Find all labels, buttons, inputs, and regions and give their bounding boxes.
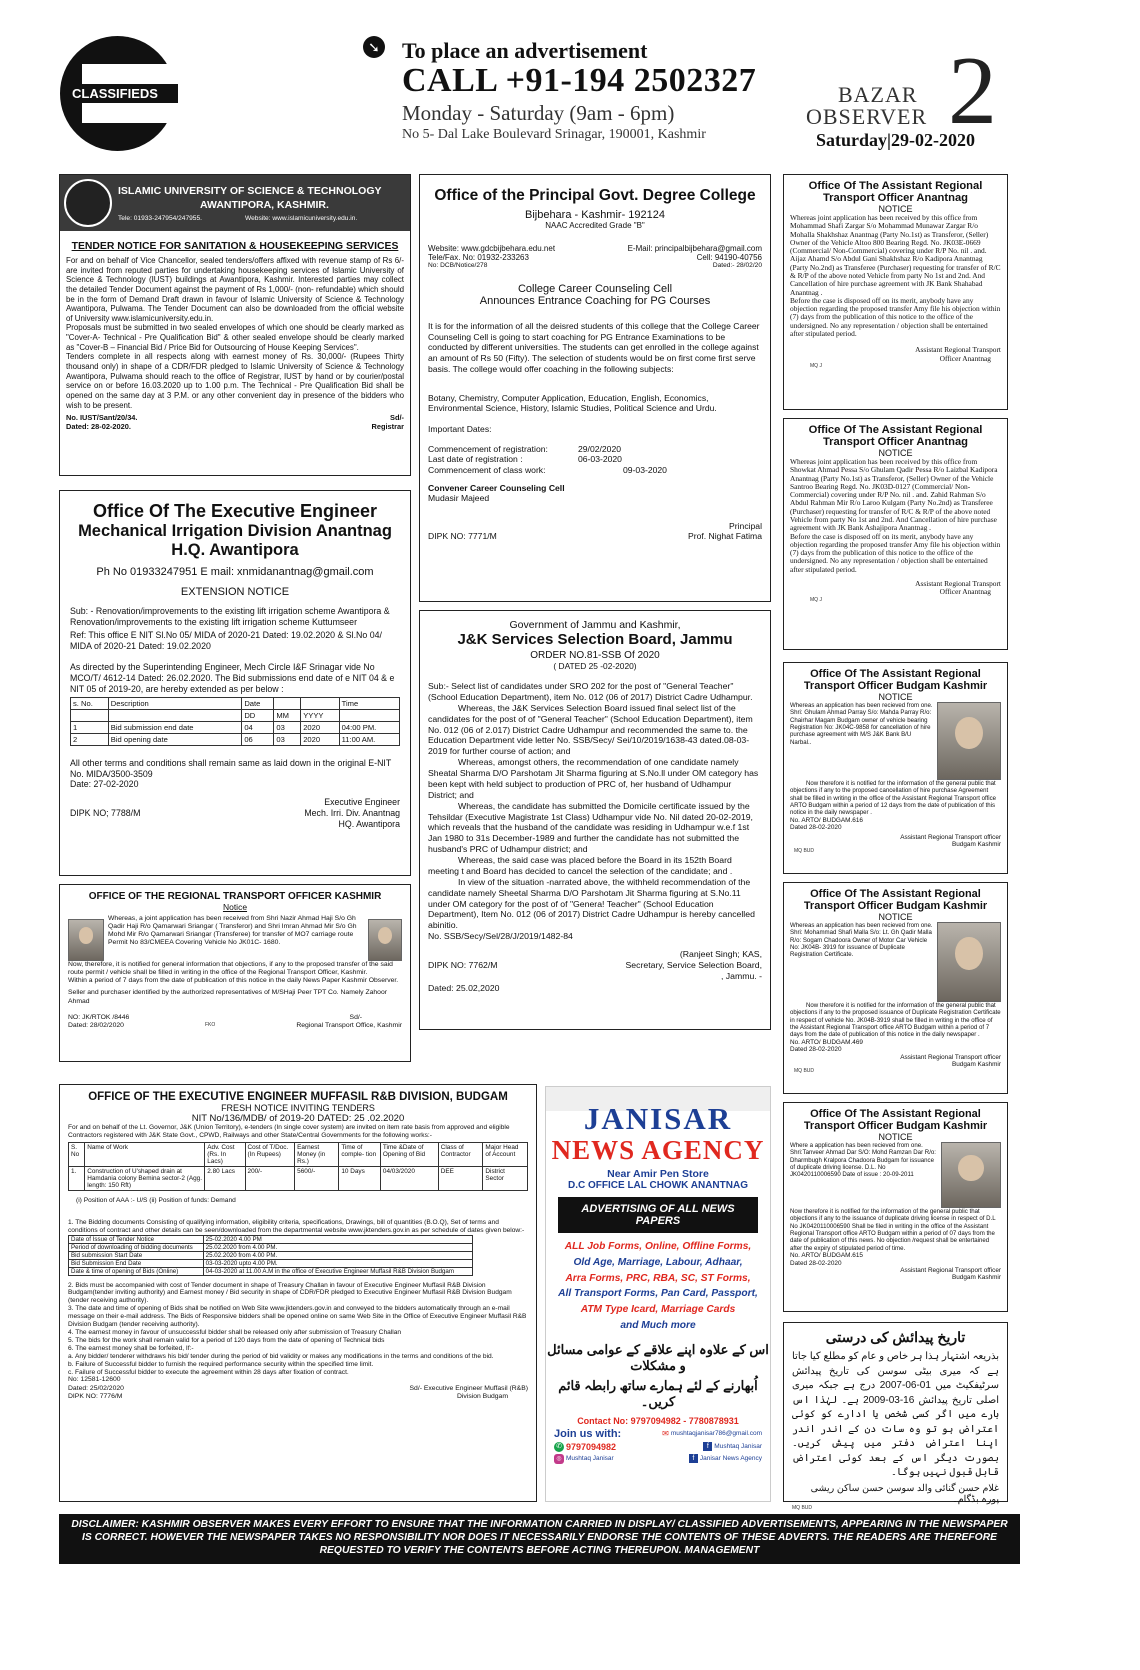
table-row: 2 Bid opening date 06 03 2020 11:00 AM. xyxy=(71,733,400,745)
muffasil-position: (i) Position of AAA :- U/S (ii) Position of funds: Demand xyxy=(76,1196,236,1204)
jkssb-p5: In view of the situation -narrated above, the withheld recommendation of the candidate namely Sheetal Sharma D/O Parshotam Jit Sharma figuring at S.No.11 under OM category for the post of of "Genera! Teacher" (School Education Department), Item No. 012 (06 of 2017) District Cadre Udhampur is hereby cancelled abinitio. xyxy=(428,876,755,931)
art2-sign-2: Officer Anantnag xyxy=(939,587,991,597)
buyer-photo xyxy=(368,919,402,961)
college-convener: Convener Career Counseling Cell xyxy=(428,483,565,494)
muffasil-nit: NIT No/136/MDB/ of 2019-20 DATED: 25 .02.2020 xyxy=(191,1113,405,1124)
arto-anantnag-notice-1 xyxy=(783,174,1008,410)
urdu-code: MQ BUD xyxy=(792,1504,812,1511)
iust-tele: Tele: 01933-247954/247955. xyxy=(118,215,202,222)
budgam1-no: No. ARTO/ BUDGAM.616 xyxy=(790,816,863,824)
iust-place: AWANTIPORA, KASHMIR. xyxy=(200,199,329,211)
iust-dated: Dated: 28-02-2020. xyxy=(66,422,131,432)
college-dates-title: Important Dates: xyxy=(428,424,492,435)
college-head-2: Announces Entrance Coaching for PG Courses xyxy=(479,295,711,307)
phone-number[interactable]: CALL +91-194 2502327 xyxy=(402,62,757,99)
rto-body: Whereas, a joint application has been received from Shri Nazir Ahmad Haji S/o Gh Qadir Haji R/o Qamarwari Sriangar ( Transferor) and Shri Imran Ahmad Mir S/o Gh Mohd Mir R/o Qamarwari Sriangar (Transferee) for transfer of MO7 carriage route Permit No 83/CMEEA Covering Vehicle No JK01C- 1680. xyxy=(108,915,357,947)
rto-body-3: Within a period of 7 days from the date of publication of this notice in the daily News Paper Kashmir Observer. xyxy=(68,977,399,985)
mech-ref: Ref: This office E NIT Sl.No 05/ MIDA of 2020-21 Dated: 19.02.2020 & Sl.No 04/ MIDA of 2020-21 Dated: 19.02.2020 xyxy=(70,629,382,651)
art2-notice: NOTICE xyxy=(878,448,913,458)
muffasil-pb: b. Failure of Successful bidder to furnish the required performance security within the specified time limit. xyxy=(68,1360,374,1368)
iust-name: ISLAMIC UNIVERSITY OF SCIENCE & TECHNOLOGY xyxy=(118,185,382,197)
email-icon: ✉ xyxy=(662,1429,669,1439)
muffasil-p1: 1. The Bidding documents Consisting of qualifying information, eligibility criteria, specifications, Drawings, bill of quantities (B.O.Q), Set of terms and conditions of contract and other details can be seen/downloaded from the departmental website www.jktenders.gov.in as per schedule of dates given below:- xyxy=(68,1218,525,1234)
budgam1-body-2: Now therefore it is notified for the information of the general public that objections if any to the proposed cancellation of hire purchase Agreement shall be filled in writing in the office of the Assistant Regional Transport office ARTO Budgam within a period of 12 days from the date of publication of this notice in the daily newspaper . xyxy=(790,780,997,817)
jkssb-sub: Sub:- Select list of candidates under SRO 202 for the post of "General Teacher" (School Education Department), item No. 012 (06 of 2017) District Cadre Udhampur. xyxy=(428,681,753,702)
college-convener-name: Mudasir Majeed xyxy=(428,493,490,504)
college-subjects: Botany, Chemistry, Computer Application, Education, English, Economics, Environmental Science, History, Islamic Studies, Political Science and Urdu. xyxy=(428,392,717,414)
college-naac: NAAC Accredited Grade "B" xyxy=(545,221,645,230)
jkssb-order: ORDER NO.81-SSB Of 2020 xyxy=(530,650,660,661)
budgam2-dated: Dated 28-02-2020 xyxy=(790,1046,842,1054)
college-principal-name: Prof. Nighat Fatima xyxy=(687,531,762,542)
whatsapp-icon: ✆ xyxy=(554,1442,564,1452)
iust-body-3: Tenders complete in all respects along with earnest money of Rs. 30,000/- (Rupees Thirty thousand only) in shape of a CDR/FDR pledged to Islamic University of Science & Technology Awantipora, Pulwama should reach to the office of Registrar, IUST by hand or by courier/postal service on or before 16.03.2020 up to 1.00 p.m. The Technical - Pre Qualification Bid shall be opened on the same day at 3 P.M. or any other convenient day in presence of the bidders who wish to be present. xyxy=(66,352,404,410)
janisar-fb-3[interactable]: Janisar News Agency xyxy=(699,1455,762,1463)
rto-notice: Notice xyxy=(222,902,248,912)
iust-registrar: Registrar xyxy=(371,422,404,432)
art2-code: MQ J xyxy=(810,596,822,603)
arto-budgam-notice-1 xyxy=(783,662,1008,874)
iust-title: TENDER NOTICE FOR SANITATION & HOUSEKEEPING SERVICES xyxy=(71,241,399,252)
rto-no: NO: JK/RTOK /8446 xyxy=(68,1013,130,1021)
jkssb-p3: Whereas, the candidate has submitted the Domicile certificate issued by the Tehsildar (Executive Magistrate 1st Class) Udhampur vide No. Nil dated 20-02-2019, which reveals that the husband of the candidate was residing in Udhampur w.e.f 1st Jan 1980 to 31s December-1989 and further the candidate has not submitted the husband's PRC of Udhampur district; and xyxy=(428,800,753,855)
iust-body-2: Proposals must be submitted in two sealed envelopes of which one should be clearly marked as "Cover-A- Technical - Pre Qualification Bid" & other sealed envelope should be clearly marked as "Cover-B – Financial Bid / Price Bid for Outsourcing of House Keeping Services". xyxy=(66,323,404,352)
applicant-photo xyxy=(937,922,1001,1002)
art2-body: Whereas joint application has been received by this office from Showkat Ahmad Pessa S/o Ghulam Qadir Pessa R/o Laizbal Kadipora Anantnag (Party No.1st) as Transferor, (Seller) Owner of the Vehicle Santroo Bearing Regd. No. JK03D-0127 (Commercial/ Non-Commercial) covering under R/P No. nil . and. Zahid Rahman S/o Abdul Rahman Mir R/o Laroo Kulgam (Party No.2nd) as Transferee (Purchaser) requesting for transfer of R/C & R/P of the above noted Vehicle from party No 1st and 2nd. And Cancellation of hire purchase agreement with JK Bank Ashajipora Anantnag . xyxy=(790,457,998,533)
iust-body: For and on behalf of Vice Chancellor, sealed tenders/offers affixed with revenue stamp of Rs 6/-are invited from reputed parties for undertaking housekeeping services of Islamic University of Science & Technology (IUST) buildings at Awantipora, Kashmir. Interested parties may collect the detailed Tender Document against the payment of Rs 1,000/- (non- refundable) which should be in the form of Demand Draft drawn in favour of Islamic University of Science & Technology Awantipora, Pulwama. The Tender Document can also be downloaded from the official website of University www.islamicuniversity.edu.in. xyxy=(66,256,404,323)
art1-body-2: Before the case is disposed off on its merit, anybody have any objection regarding the proposed transfer Amy file his objection within (7) days from the publication of this notice to the office of the undersigned. No any representation / objection shall be entertained after stipulated period. xyxy=(790,295,1001,338)
budgam2-code: MQ BUD xyxy=(794,1067,814,1074)
muffasil-intro: For and on behalf of the Lt. Governor, J&K (Union Territory), e-tenders (In single cover system) are invited on item rate basis from approved and eligible Contractors registered with J&K State Govt., CPWD, Railways and other State/Central Governments for the following works:- xyxy=(68,1124,510,1139)
janisar-line-5: ATM Type Icard, Marriage Cards xyxy=(580,1304,736,1316)
table-row: 1 Bid submission end date 04 03 2020 04:00 PM. xyxy=(71,721,400,733)
mech-table: s. No. Description Date Time DD MM YYYY 1 Bid submission end date 04 03 2020 04:00 PM. 2 Bid opening date 06 03 2020 11:00 AM. xyxy=(70,697,400,746)
budgam2-body-2: Now therefore it is notified for the information of the general public that objections if any to the proposed issuance of Duplicate Registration Certificate in respect of vehicle No. JK04B-3919 shall be filled in writing in the office of the Assistant Regional Transport office ARTO Budgam within a period of 7 days from the date of publication of this notice in the daily newspaper . xyxy=(790,1002,1001,1039)
janisar-urdu-2: اُبھارنے کے لئے ہمارے ساتھ رابطہ قائم کریں۔ xyxy=(558,1377,758,1409)
budgam3-notice: NOTICE xyxy=(878,1132,913,1142)
rto-code: FKO xyxy=(205,1021,216,1028)
arto-anantnag-notice-2 xyxy=(783,418,1008,650)
urdu-body: بذریعہ اشتہار ہذا ہر خاص و عام کو مطلع کیا جاتا ہے کہ میری بیٹی سوسن کی تاریخ پیدائش سرٹیفکیٹ میں 01-06-2007 درج ہے جبکہ میری اصلی تاریخ پیدائش 16-03-2009 ہے۔ لہٰذا اس بارے میں اگر کسی شخص یا ادارے کو کوئی اعتراض ہو تو وہ سات دن کے اندر اندر اپنا اعتراض دفتر میں پیش کریں۔ بصورت دیگر اس کے بعد کوئی اعتراض قابل قبول نہیں ہوگا۔ xyxy=(792,1351,999,1478)
art1-title-1: Office Of The Assistant Regional xyxy=(808,180,983,192)
budgam1-notice: NOTICE xyxy=(878,692,913,702)
muffasil-no: No: 12581-12600 xyxy=(68,1376,121,1384)
budgam3-dated: Dated 28-02-2020 xyxy=(790,1259,842,1267)
muffasil-sign-2: Division Budgam xyxy=(457,1392,508,1400)
college-no: No: DCB/Notice/278 xyxy=(428,262,488,269)
art2-title-1: Office Of The Assistant Regional xyxy=(808,424,983,436)
issue-date: Saturday|29-02-2020 xyxy=(816,130,975,150)
muffasil-p2: 2. Bids must be accompanied with cost of Tender document in shape of Treasury Challan in favour of Executive Engineer Muffasil R&B Division Budgam(tender inviting authority) and Earnest money / Bid security in shape of CDR/FDR pledged to Executive Engineer Muffasil R&B Division Budgam (tender receiving authority). xyxy=(68,1281,512,1305)
janisar-urdu-1: اس کے علاوہ اپنے علاقے کے عوامی مسائل و مشکلات xyxy=(547,1341,769,1373)
budgam2-no: No. ARTO/ BUDGAM.469 xyxy=(790,1038,863,1046)
logo-text: CLASSIFIEDS xyxy=(68,84,178,103)
mech-para-2: All other terms and conditions shall remain same as laid down in the original E-NIT xyxy=(70,757,392,768)
rto-dated: Dated: 28/02/2020 xyxy=(68,1021,124,1029)
jkssb-p4: Whereas, the said case was placed before the Board in its 152th Board meeting t and Board has decided to cancel the selection of the candidate; and . xyxy=(428,855,733,876)
college-head-1: College Career Counseling Cell xyxy=(517,283,673,295)
budgam3-title-2: Transport Officer Budgam Kashmir xyxy=(803,1120,988,1132)
iust-sd: Sd/- xyxy=(390,413,404,423)
jkssb-gov: Government of Jammu and Kashmir, xyxy=(509,619,681,631)
rto-kashmir-ad xyxy=(59,884,411,1062)
college-body: It is for the information of all the deisred students of this college that the College Career Counseling Cell is going to start coaching for PG Entrance Examinations to be conducted by different universities. The students can get enrolled in the college against an amount of Rs 50 (Fifty). The selection of students would be on first come first serve basis. The college would offer coaching in the following subjects: xyxy=(428,321,760,374)
muffasil-pc: c. Failure of Successful bidder to execute the agreement within 28 days after fixation of contract. xyxy=(68,1368,349,1376)
muffasil-dipk: DIPK NO: 7776/M xyxy=(68,1392,123,1400)
list-item: Commencement of class work: 09-03-2020 xyxy=(428,464,667,475)
jkssb-p2: Whereas, amongst others, the recommendation of one candidate namely Sheatal Sharma D/O Parshotam Jit Sharma figuring at S.No.ll under OM category has been kept with held subject to production of PRC of, her husband of Udhampur District; and xyxy=(428,757,759,800)
college-cell: Cell: 94190-40756 xyxy=(696,253,762,262)
paper-name-bazar: BAZAR xyxy=(838,82,918,107)
table-row: Period of downloading of bidding documents 25.02.2020 from 4.00 PM. xyxy=(69,1243,473,1251)
janisar-banner: ADVERTISING OF ALL NEWS PAPERS xyxy=(558,1197,758,1233)
mech-dipk: DIPK NO; 7788/M xyxy=(70,807,141,818)
art2-body-2: Before the case is disposed off on its merit, anybody have any objection regarding the proposed transfer Amy file his objection within (7) days from the publication of this notice to the office of the undersigned. No any representation / objection shall be entertained after stipulated period. xyxy=(790,531,1001,574)
college-dated: Dated:- 28/02/20 xyxy=(712,262,762,269)
iust-no: No. IUST/Sant/20/34. xyxy=(66,413,138,423)
table-row: Date & time of opening of Bids (Online) 04-03-2020 at 11.00 A.M in the office of Executive Engineer Muffasil R&B Division Budgam xyxy=(69,1267,473,1275)
jkssb-title: J&K Services Selection Board, Jammu xyxy=(457,631,733,648)
mech-title-2: Mechanical Irrigation Division Anantnag xyxy=(78,522,392,540)
jkssb-sign-1: (Ranjeet Singh; KAS, xyxy=(679,949,762,960)
office-address: No 5- Dal Lake Boulevard Srinagar, 190001, Kashmir xyxy=(402,127,706,142)
budgam3-body-2: Now therefore it is notified for the information of the general public that objections if any to the issuance of duplicate driving license in respect of D.L No JK0420110006590 Shall be filed in writing in the office of the Assistant Regional Transport office ARTO Budgam within a period of 07 days from the date of publication of this news. No objection /request shall be entertained after the expiry of stipulated period of time. xyxy=(790,1208,996,1252)
janisar-fb-2[interactable]: Mushtaq Janisar xyxy=(566,1455,614,1463)
jkssb-no: No. SSB/Secy/Sel/28/J/2019/1482-84 xyxy=(428,931,573,942)
muffasil-p4: 4. The earnest money in favour of unsuccessful bidder shall be released only after submission of Treasury Challan xyxy=(68,1328,402,1336)
arto-budgam-notice-3 xyxy=(783,1102,1008,1312)
muffasil-dates-table xyxy=(68,1235,473,1276)
mech-sign-1: Executive Engineer xyxy=(324,796,400,807)
iust-website: Website: www.islamicuniversity.edu.in. xyxy=(245,215,358,222)
mech-no: No. MIDA/3500-3509 xyxy=(70,768,153,779)
budgam3-no: No. ARTO/ BUDGAM.615 xyxy=(790,1251,863,1259)
urdu-sign: غلام حسن گنائی والد سوسن حسن ساکن ریشی پورہ بڈگام۔ xyxy=(810,1482,999,1505)
college-tele: Tele/Fax. No: 01932-233263 xyxy=(428,253,529,262)
art1-notice: NOTICE xyxy=(878,204,913,214)
janisar-line-2: Old Age, Marriage, Labour, Adhaar, xyxy=(573,1256,743,1268)
janisar-contact[interactable]: Contact No: 9797094982 - 7780878931 xyxy=(577,1415,739,1426)
budgam1-code: MQ BUD xyxy=(794,847,814,854)
paper-name-observer: OBSERVER xyxy=(806,104,928,129)
rto-body-4: Seller and purchaser identified by the authorized representatives of M/SHaji Peer TPT Co. Namely Zahoor Ahmad xyxy=(68,989,387,1005)
list-item: Last date of registration : 06-03-2020 xyxy=(428,454,622,465)
mech-sign-3: HQ. Awantipora xyxy=(338,818,400,829)
janisar-line-6: and Much more xyxy=(620,1320,696,1332)
arto-budgam-notice-2 xyxy=(783,882,1008,1094)
muffasil-tender-ad xyxy=(59,1084,537,1502)
mech-notice: EXTENSION NOTICE xyxy=(180,586,290,598)
applicant-photo xyxy=(941,1142,1001,1208)
mech-title-1: Office Of The Executive Engineer xyxy=(92,501,378,521)
janisar-office: D.C OFFICE LAL CHOWK ANANTNAG xyxy=(568,1180,748,1191)
urdu-title: تاریخ پیدائش کی درستی xyxy=(825,1329,966,1345)
applicant-photo xyxy=(937,702,1001,780)
muffasil-works-table: S. No Name of Work Adv. Cost (Rs. In Lacs) Cost of T/Doc. (In Rupees) Earnest Money (in Rs.) Time of comple- tion Time &Date of Opening of Bid Class of Contractor Major Head of Account 1. Construction of U'shaped drain at Hamdania colony Bemina sector-2 (Agg. length: 150 Rft) 2.80 Lacs 200/- 5600/- 10 Days 04/03/2020 DEE District Sector xyxy=(68,1142,528,1191)
iust-seal-icon xyxy=(64,179,112,227)
budgam3-body: Where a application has been recieved from one. Shri:Tanveer Ahmad Dar S/O: Mohd Ramzan Dar R/o: Dharmbugh Kralpora Chadoora Budgam for issuance of duplicate driving license. D.L. No JK0420110006590 Date of issue : 20-09-2011 xyxy=(790,1142,936,1179)
college-email: E-Mail: principalbijbehara@gmail.com xyxy=(627,244,762,253)
rto-office: Regional Transport Office, Kashmir xyxy=(296,1021,402,1029)
janisar-name: JANISAR xyxy=(583,1101,733,1136)
college-principal: Principal xyxy=(729,521,762,532)
disclaimer-text: DISCLAIMER: KASHMIR OBSERVER MAKES EVERY EFFORT TO ENSURE THAT THE INFORMATION CARRIED IN DISPLAY/ CLASSIFIED ADVERTISEMENTS, APPEARING IN THE NEWSPAPER IS CORRECT. HOWEVER THE NEWSPAPER TAKES NO RESPONSIBILITY NOR DOES IT NECESSARILY ENDORSE THE CONTENTS OF THESE ADVERTS. THE READERS ARE THEREFORE REQUESTED TO VERIFY THE CONTENTS BEFORE ACTING THEREUPON. MANAGEMENT xyxy=(71,1519,1008,1556)
budgam1-sign-1: Assistant Regional Transport officer xyxy=(900,833,1001,841)
mech-sign-2: Mech. Irri. Div. Anantnag xyxy=(304,807,400,818)
mech-contact: Ph No 01933247951 E mail: xnmidanantnag@gmail.com xyxy=(96,566,374,578)
mech-irrigation-ad xyxy=(59,490,411,876)
budgam1-title-2: Transport Officer Budgam Kashmir xyxy=(803,680,988,692)
college-place: Bijbehara - Kashmir- 192124 xyxy=(524,209,666,221)
mech-date: Date: 27-02-2020 xyxy=(70,778,139,789)
janisar-whatsapp[interactable]: 9797094982 xyxy=(566,1441,617,1452)
disclaimer-bar xyxy=(59,1514,1020,1564)
jkssb-order-ad xyxy=(419,610,771,1030)
instagram-icon: ◎ xyxy=(554,1454,564,1464)
muffasil-p3: 3. The date and time of opening of Bids shall be notified on Web Site www.jktenders.gov.in and conveyed to the bidders automatically through an e-mail message on their e-mail address. The Bids of Responsive bidders shall be opened online on same Web Site in the Office of Executive Engineer Muffasil R&B Division Budgam (tender receiving authority). xyxy=(68,1305,527,1329)
muffasil-pa: a. Any bidder/ tenderer withdraws his bid/ tender during the period of bid validity or makes any modifications in the terms and conditions of the bid. xyxy=(68,1352,494,1360)
art1-sign-2: Officer Anantnag xyxy=(939,353,991,363)
budgam2-sign-2: Budgam Kashmir xyxy=(951,1060,1001,1068)
muffasil-p5: 5. The bids for the work shall remain valid for a period of 120 days from the date of opening of Technical bids xyxy=(68,1336,385,1344)
iust-tender-ad xyxy=(59,174,411,476)
mech-para: As directed by the Superintending Engineer, Mech Circle I&F Srinagar vide No MCO/T/ 4612-14 Dated: 26.02.2020. The Bid submissions end date of e NIT 04 & e NIT 05 of 2019-20, are hereby extended as per below : xyxy=(70,661,395,694)
jkssb-dated-top: ( DATED 25 -02-2020) xyxy=(553,661,637,671)
college-dipk: DIPK NO: 7771/M xyxy=(428,531,497,542)
muffasil-sign-1: Sd/- Executive Engineer Muffasil (R&B) xyxy=(409,1384,528,1392)
budgam1-body: Whereas an application has been recieved from one. Shri: Ghulam Ahmad Parray S/o: Mahda Parray R/o: Chairhar Magam Budgam owner of vehicle bearing Registration No: JK04C-9858 for cancellation of hire purchase agreement with M/S J&K Bank B/U Narbal.. xyxy=(790,702,933,746)
rto-sd: Sd/- xyxy=(349,1013,362,1021)
arrow-icon: ➘ xyxy=(363,36,385,58)
art2-title-2: Transport Officer Anantnag xyxy=(822,436,969,448)
table-row: 1. Construction of U'shaped drain at Hamdania colony Bemina sector-2 (Agg. length: 150 Rft) 2.80 Lacs 200/- 5600/- 10 Days 04/03/2020 DEE District Sector xyxy=(69,1166,528,1190)
mech-title-3: H.Q. Awantipora xyxy=(171,541,299,559)
rto-body-2: Now, therefore, it is notified for general information that objections, if any to the proposed transfer of the said route permit / vehicle shall be filled in writing in the office of the Regional Transport Officer, Kashmir. xyxy=(68,961,393,977)
janisar-email[interactable]: mushtaqjanisar786@gmail.com xyxy=(670,1430,762,1438)
jkssb-sign-2: Secretary, Service Selection Board, xyxy=(625,960,762,970)
budgam3-sign-1: Assistant Regional Transport officer xyxy=(900,1267,1001,1275)
page-number: 2 xyxy=(948,37,997,145)
advert-line: To place an advertisement xyxy=(402,38,648,63)
budgam1-dated: Dated 28-02-2020 xyxy=(790,824,842,832)
jkssb-p1: Whereas, the J&K Services Selection Board issued final select list of the candidates for the post of of "General Teacher" (School Education Department), item No. 012 (06 of 2.017) District Cadre Udhampur and recommended the same to. the Education Department vide letter No. SSB/Secy/ Sei/10/2019/1638-43 dated.08-03-2019 for further course of action; and xyxy=(428,702,753,757)
muffasil-p6: 6. The earnest money shall be forfeited, If:- xyxy=(68,1344,194,1352)
office-hours: Monday - Saturday (9am - 6pm) xyxy=(402,101,675,125)
table-row: Bid Submission End Date 03-03-2020 upto 4.00 PM. xyxy=(69,1259,473,1267)
budgam3-title-1: Office Of The Assistant Regional xyxy=(810,1108,981,1120)
janisar-near: Near Amir Pen Store xyxy=(607,1168,709,1180)
janisar-news-agency-ad xyxy=(545,1086,771,1502)
budgam2-title-1: Office Of The Assistant Regional xyxy=(810,888,981,900)
janisar-fb-1[interactable]: Mushtaq Janisar xyxy=(714,1443,762,1451)
art1-code: MQ J xyxy=(810,363,822,370)
janisar-line-3: Arra Forms, PRC, RBA, SC, ST Forms, xyxy=(565,1272,751,1284)
budgam1-sign-2: Budgam Kashmir xyxy=(951,840,1001,848)
budgam3-sign-2: Budgam Kashmir xyxy=(951,1274,1001,1282)
art1-title-2: Transport Officer Anantnag xyxy=(822,192,969,204)
college-ad xyxy=(419,174,771,602)
janisar-agency: NEWS AGENCY xyxy=(551,1135,765,1165)
college-website: Website: www.gdcbijbehara.edu.net xyxy=(428,244,556,253)
jkssb-sign-3: , Jammu. - xyxy=(720,970,762,981)
budgam2-body: Whereas an application has been recieved from one. Shri: Mohammad Shafi Malla S/o: Lt. Gh Qadir Malla R/o: Sogam Chadoora Owner of Motor Car Vehicle No: JK04B- 3919 for issuance of Duplicate Registration Certificate. xyxy=(790,922,933,959)
college-title: Office of the Principal Govt. Degree College xyxy=(434,187,756,204)
art1-body: Whereas joint application has been received by this office from Mohammad Shafi Zargar S/o Mohammad Munawar Zargar R/o Mohalla Shakhshaz Anantnag (Party No.1st) as Transferor, (Seller) Owner of the Vehicle Altoo 800 Bearing Regd. No. JK03E-0669 (Commercial/ Non-Commercial) covering under R/P No. nil . and. Aijaz Ahamd S/o Abdul Gani Shakhshaz R/o Kadipora Anantnag (Party No.2nd) as Transferee (Purchaser) requesting for transfer of R/C & R/P of the above noted Vehicle from party No 1st and 2nd. And Cancellation of hire purchase agreement with JK Bank Shahabad Anantnag . xyxy=(790,213,1001,297)
facebook-icon: f xyxy=(703,1442,712,1451)
budgam2-sign-1: Assistant Regional Transport officer xyxy=(900,1053,1001,1061)
classifieds-logo xyxy=(60,36,175,151)
janisar-join: Join us with: xyxy=(554,1427,622,1440)
jkssb-dipk: DIPK NO: 7762/M xyxy=(428,960,498,970)
table-row: Bid submission Start Date 25.02.2020 from 4.00 PM. xyxy=(69,1251,473,1259)
budgam2-title-2: Transport Officer Budgam Kashmir xyxy=(803,900,988,912)
jkssb-dated: Dated: 25.02,2020 xyxy=(428,982,500,993)
art2-sign-1: Assistant Regional Transport xyxy=(915,578,1001,588)
facebook-page-icon: f xyxy=(689,1454,698,1463)
mech-sub: Sub: - Renovation/improvements to the existing lift irrigation scheme Awantipora & Renovation/improvements to the existing lift irrigation scheme Kuttumseer xyxy=(70,606,390,627)
janisar-line-4: All Transport Forms, Pan Card, Passport, xyxy=(558,1288,758,1300)
budgam2-notice: NOTICE xyxy=(878,912,913,922)
seller-photo xyxy=(68,919,104,961)
urdu-birth-date-notice xyxy=(783,1322,1008,1511)
list-item: Commencement of registration: 29/02/2020 xyxy=(428,444,622,455)
rto-title: OFFICE OF THE REGIONAL TRANSPORT OFFICER KASHMIR xyxy=(88,891,382,902)
table-row: Date of Issue of Tender Notice 25-02.2020 4.00 PM xyxy=(69,1235,473,1243)
muffasil-sub: FRESH NOTICE INVITING TENDERS xyxy=(221,1103,375,1113)
budgam1-title-1: Office Of The Assistant Regional xyxy=(810,668,981,680)
muffasil-dated: Dated: 25/02/2020 xyxy=(68,1384,124,1392)
muffasil-title: OFFICE OF THE EXECUTIVE ENGINEER MUFFASIL R&B DIVISION, BUDGAM xyxy=(88,1091,508,1103)
art1-sign-1: Assistant Regional Transport xyxy=(915,345,1001,355)
janisar-line-1: ALL Job Forms, Online, Offline Forms, xyxy=(564,1241,752,1252)
